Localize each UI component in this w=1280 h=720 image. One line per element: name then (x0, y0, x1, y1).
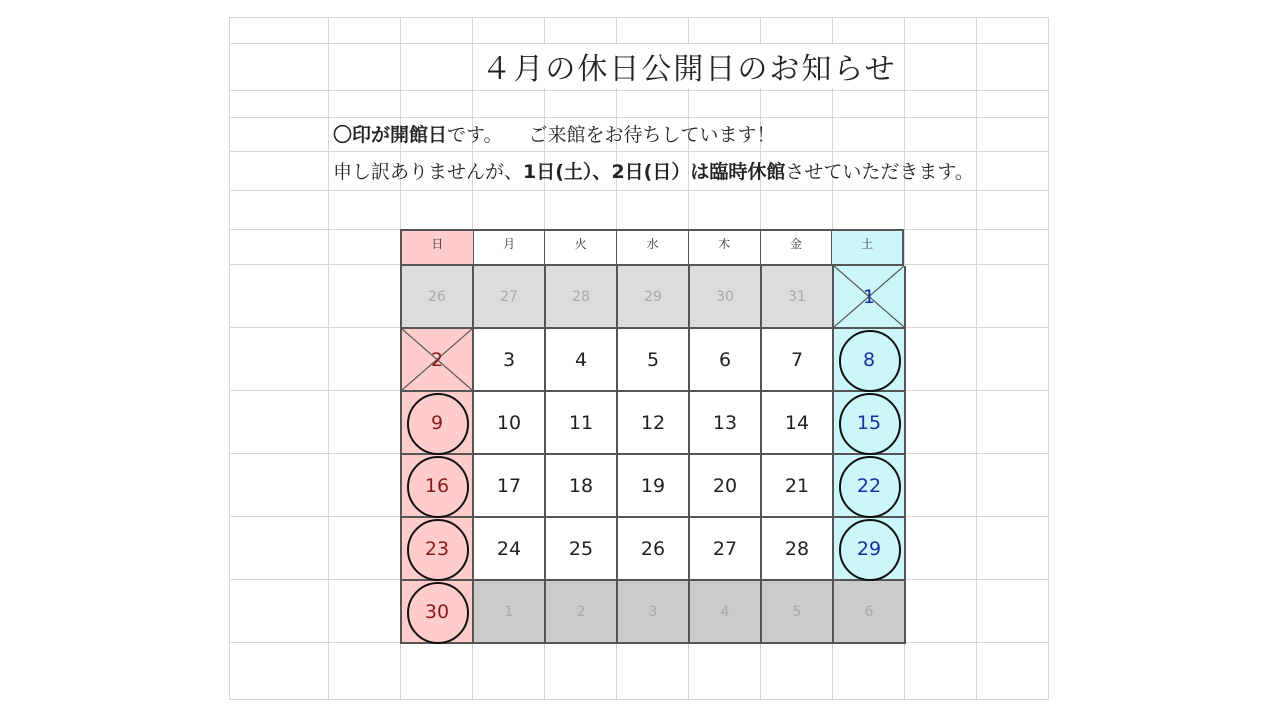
day-number: 5 (646, 348, 660, 371)
calendar-day-cell (618, 266, 690, 329)
calendar-day-cell (834, 329, 906, 392)
weekday-4: 木 (689, 231, 761, 266)
calendar-day-cell (546, 518, 618, 581)
calendar-day-cell (618, 329, 690, 392)
calendar-day-cell (546, 581, 618, 644)
weekday-header-row (400, 229, 904, 264)
calendar-day-cell (402, 455, 474, 518)
page-title: ４月の休日公開日のお知らせ (229, 44, 1149, 88)
day-number: 16 (424, 474, 450, 497)
calendar-day-cell (546, 392, 618, 455)
calendar-grid (400, 264, 904, 644)
calendar-day-cell (690, 518, 762, 581)
calendar-day-cell (546, 455, 618, 518)
day-number: 24 (496, 537, 522, 560)
day-number: 30 (424, 600, 450, 623)
day-number: 29 (856, 537, 882, 560)
calendar-day-cell (618, 392, 690, 455)
day-number: 27 (712, 537, 738, 560)
calendar-day-cell (834, 581, 906, 644)
open-days-legend-suffix: です。 (447, 124, 503, 146)
day-number: 26 (640, 537, 666, 560)
day-number: 20 (712, 474, 738, 497)
calendar-day-cell (834, 518, 906, 581)
closure-suffix: させていただきます。 (785, 161, 974, 183)
calendar-day-cell (474, 266, 546, 329)
day-number: 19 (640, 474, 666, 497)
calendar-day-cell (690, 455, 762, 518)
day-number: 25 (568, 537, 594, 560)
temporary-closure-label: は臨時休館 (690, 161, 786, 183)
calendar-day-cell (834, 266, 906, 329)
calendar-day-cell (762, 518, 834, 581)
day-number: 23 (424, 537, 450, 560)
day-number: 4 (720, 603, 730, 620)
calendar-day-cell (618, 581, 690, 644)
calendar-day-cell (546, 329, 618, 392)
day-number: 27 (500, 288, 518, 305)
day-number: 28 (784, 537, 810, 560)
calendar-day-cell (762, 581, 834, 644)
notice-line-closure (333, 157, 974, 184)
calendar-day-cell (474, 455, 546, 518)
calendar-day-cell (402, 581, 474, 644)
day-number: 2 (430, 348, 444, 371)
calendar-day-cell (474, 518, 546, 581)
calendar-day-cell (762, 329, 834, 392)
open-days-legend: 〇印が開館日 (333, 124, 448, 146)
calendar-day-cell (474, 392, 546, 455)
day-number: 21 (784, 474, 810, 497)
weekday-1: 月 (474, 231, 546, 266)
day-number: 18 (568, 474, 594, 497)
calendar-day-cell (402, 518, 474, 581)
day-number: 29 (644, 288, 662, 305)
day-number: 6 (864, 603, 874, 620)
april-calendar (400, 229, 904, 642)
calendar-day-cell (402, 266, 474, 329)
notice-line-open-days (333, 120, 776, 147)
calendar-day-cell (834, 455, 906, 518)
calendar-day-cell (618, 518, 690, 581)
day-number: 12 (640, 411, 666, 434)
weekday-6: 土 (832, 231, 904, 266)
welcome-text: ご来館をお待ちしています！ (528, 124, 776, 146)
calendar-day-cell (690, 392, 762, 455)
calendar-day-cell (546, 266, 618, 329)
day-number: 11 (568, 411, 594, 434)
day-number: 15 (856, 411, 882, 434)
day-number: 2 (576, 603, 586, 620)
calendar-day-cell (402, 392, 474, 455)
weekday-2: 火 (545, 231, 617, 266)
day-number: 8 (862, 348, 876, 371)
day-number: 3 (648, 603, 658, 620)
day-number: 3 (502, 348, 516, 371)
day-number: 10 (496, 411, 522, 434)
calendar-day-cell (762, 392, 834, 455)
calendar-day-cell (762, 455, 834, 518)
closure-prefix: 申し訳ありませんが、 (333, 161, 524, 183)
weekday-3: 水 (617, 231, 689, 266)
closed-date-1: 1日(土） (523, 161, 593, 183)
closed-date-2: 2日(日） (611, 161, 691, 183)
day-number: 4 (574, 348, 588, 371)
closed-date-separator: 、 (592, 161, 612, 183)
day-number: 22 (856, 474, 882, 497)
calendar-day-cell (690, 329, 762, 392)
weekday-0: 日 (402, 231, 474, 266)
calendar-day-cell (618, 455, 690, 518)
day-number: 1 (504, 603, 514, 620)
weekday-5: 金 (761, 231, 833, 266)
day-number: 17 (496, 474, 522, 497)
calendar-day-cell (474, 581, 546, 644)
day-number: 6 (718, 348, 732, 371)
day-number: 31 (788, 288, 806, 305)
day-number: 28 (572, 288, 590, 305)
calendar-day-cell (762, 266, 834, 329)
calendar-day-cell (690, 581, 762, 644)
calendar-day-cell (474, 329, 546, 392)
day-number: 5 (792, 603, 802, 620)
day-number: 30 (716, 288, 734, 305)
calendar-day-cell (690, 266, 762, 329)
day-number: 14 (784, 411, 810, 434)
day-number: 9 (430, 411, 444, 434)
day-number: 26 (428, 288, 446, 305)
calendar-day-cell (402, 329, 474, 392)
day-number: 1 (862, 285, 876, 308)
day-number: 7 (790, 348, 804, 371)
day-number: 13 (712, 411, 738, 434)
calendar-day-cell (834, 392, 906, 455)
